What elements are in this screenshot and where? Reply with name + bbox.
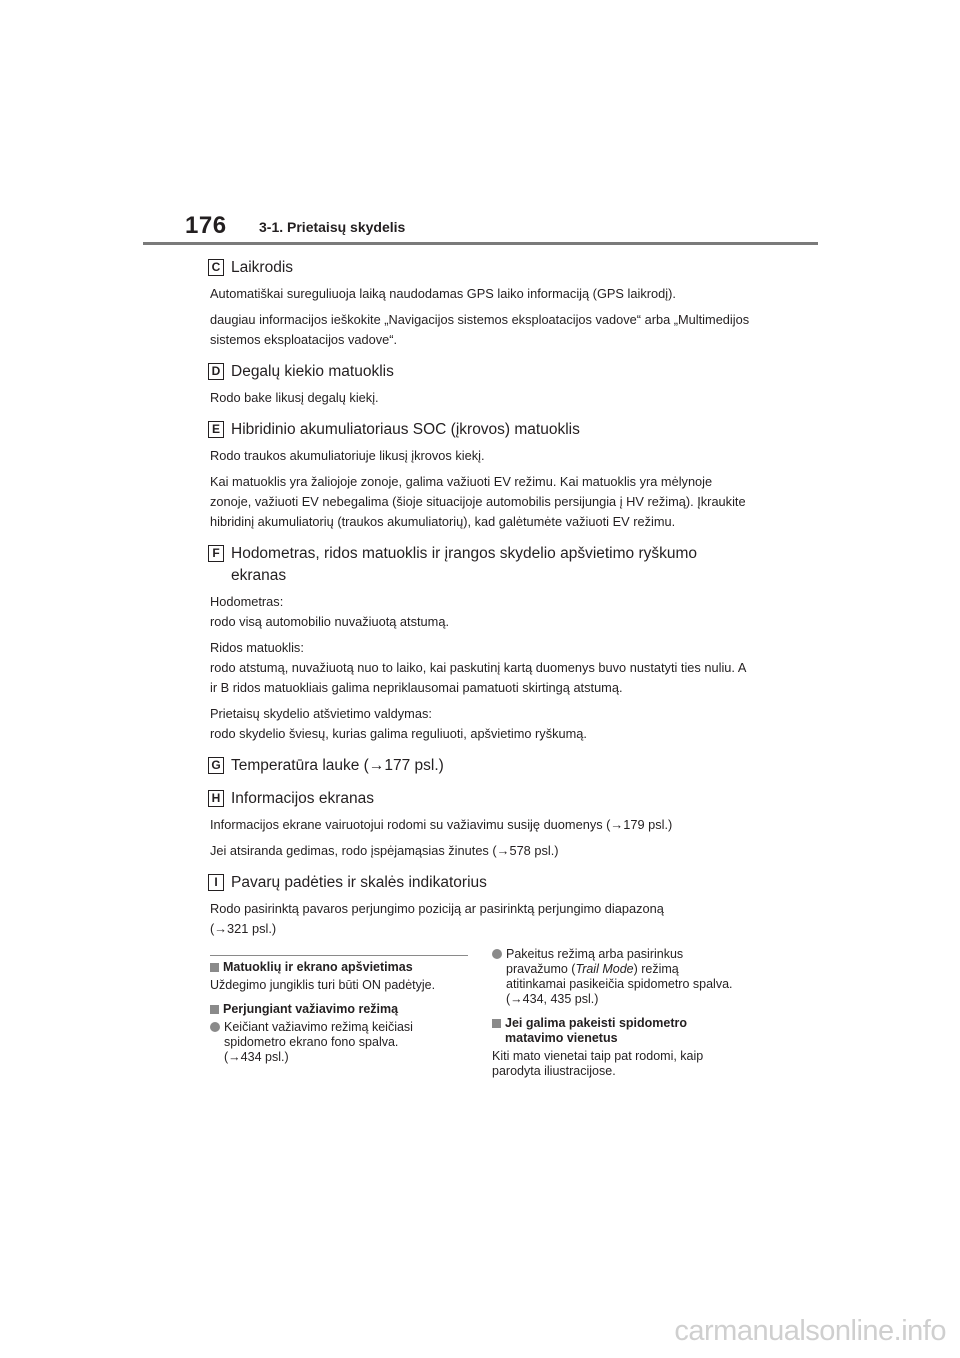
round-bullet-icon bbox=[210, 1022, 220, 1032]
paragraph: Ridos matuoklis: rodo atstumą, nuvažiuotą nuo to laiko, kai paskutinį kartą duomenys buvo nustatyti ties nuliu. A ir B ridos matuokliais galima nepriklausomai pamatuoti skirtingą atstumą. bbox=[210, 640, 746, 695]
notes-left-column bbox=[210, 960, 458, 1074]
item-c bbox=[210, 257, 755, 350]
item-title: Laikrodis bbox=[231, 259, 294, 276]
item-d bbox=[210, 361, 755, 408]
item-title: Temperatūra lauke (→177 psl.) bbox=[231, 757, 444, 774]
square-bullet-icon bbox=[492, 1019, 501, 1028]
paragraph: Automatiškai sureguliuoja laiką naudodamas GPS laiko informaciją (GPS laikrodį). bbox=[210, 286, 676, 301]
note-text: Uždegimo jungiklis turi būti ON padėtyje. bbox=[210, 978, 436, 992]
note-heading: Perjungiant važiavimo režimą bbox=[210, 1002, 458, 1017]
section-title: 3-1. Prietaisų skydelis bbox=[259, 219, 406, 235]
note-bullet: Pakeitus režimą arba pasirinkus pravažumo (Trail Mode) režimą atitinkamai pasikeičia spidometro spalva. (→434, 435 psl.) bbox=[492, 947, 740, 1007]
paragraph: daugiau informacijos ieškokite „Navigacijos sistemos eksploatacijos vadove“ arba „Multimedijos sistemos eksploatacijos vadove“. bbox=[210, 312, 750, 347]
paragraph: Prietaisų skydelio atšvietimo valdymas: rodo skydelio šviesų, kurias galima reguliuoti, apšvietimo ryškumą. bbox=[210, 706, 587, 741]
paragraph: Jei atsiranda gedimas, rodo įspėjamąsias žinutes (→578 psl.) bbox=[210, 843, 559, 858]
item-title: Degalų kiekio matuoklis bbox=[231, 363, 394, 380]
item-e bbox=[210, 419, 755, 532]
letter-box-h: H bbox=[208, 790, 224, 807]
paragraph: Informacijos ekrane vairuotojui rodomi su važiavimu susiję duomenys (→179 psl.) bbox=[210, 817, 673, 832]
item-title: Hibridinio akumuliatoriaus SOC (įkrovos) matuoklis bbox=[231, 421, 580, 438]
item-title: Hodometras, ridos matuoklis ir įrangos skydelio apšvietimo ryškumo ekranas bbox=[231, 545, 698, 584]
letter-box-e: E bbox=[208, 421, 224, 438]
round-bullet-icon bbox=[492, 949, 502, 959]
paragraph: Rodo pasirinktą pavaros perjungimo poziciją ar pasirinktą perjungimo diapazoną (→321 psl.) bbox=[210, 901, 664, 936]
letter-box-f: F bbox=[208, 545, 224, 562]
page-header bbox=[0, 0, 960, 250]
note-heading: Jei galima pakeisti spidometro matavimo vienetus bbox=[492, 1016, 740, 1046]
main-content bbox=[210, 257, 755, 939]
letter-box-d: D bbox=[208, 363, 224, 380]
watermark: carmanualsonline.info bbox=[674, 1315, 946, 1347]
square-bullet-icon bbox=[210, 1005, 219, 1014]
item-i bbox=[210, 872, 755, 939]
item-title: Pavarų padėties ir skalės indikatorius bbox=[231, 874, 487, 891]
item-f bbox=[210, 543, 755, 744]
notes-divider bbox=[210, 955, 468, 956]
letter-box-i: I bbox=[208, 874, 224, 891]
note-heading: Matuoklių ir ekrano apšvietimas bbox=[210, 960, 458, 975]
letter-box-c: C bbox=[208, 259, 224, 276]
paragraph: Hodometras: rodo visą automobilio nuvažiuotą atstumą. bbox=[210, 594, 450, 629]
note-text: Kiti mato vienetai taip pat rodomi, kaip parodyta iliustracijose. bbox=[492, 1049, 704, 1078]
notes-right-column bbox=[492, 947, 740, 1088]
letter-box-g: G bbox=[208, 757, 224, 774]
page-number: 176 bbox=[185, 212, 227, 239]
square-bullet-icon bbox=[210, 963, 219, 972]
paragraph: Rodo bake likusį degalų kiekį. bbox=[210, 390, 379, 405]
item-g bbox=[210, 755, 755, 777]
header-divider bbox=[143, 242, 818, 245]
note-bullet: Keičiant važiavimo režimą keičiasi spidometro ekrano fono spalva. (→434 psl.) bbox=[210, 1020, 458, 1065]
paragraph: Rodo traukos akumuliatoriuje likusį įkrovos kiekį. bbox=[210, 448, 485, 463]
item-h bbox=[210, 788, 755, 861]
paragraph: Kai matuoklis yra žaliojoje zonoje, galima važiuoti EV režimu. Kai matuoklis yra mėlynoje zonoje, važiuoti EV nebegalima (šioje situacijoje automobilis persijungia į HV režimą). Įkraukite hibridinį akumuliatorių (traukos akumuliatorių), kad galėtumėte važiuoti EV režimu. bbox=[210, 474, 746, 529]
item-title: Informacijos ekranas bbox=[231, 790, 375, 807]
